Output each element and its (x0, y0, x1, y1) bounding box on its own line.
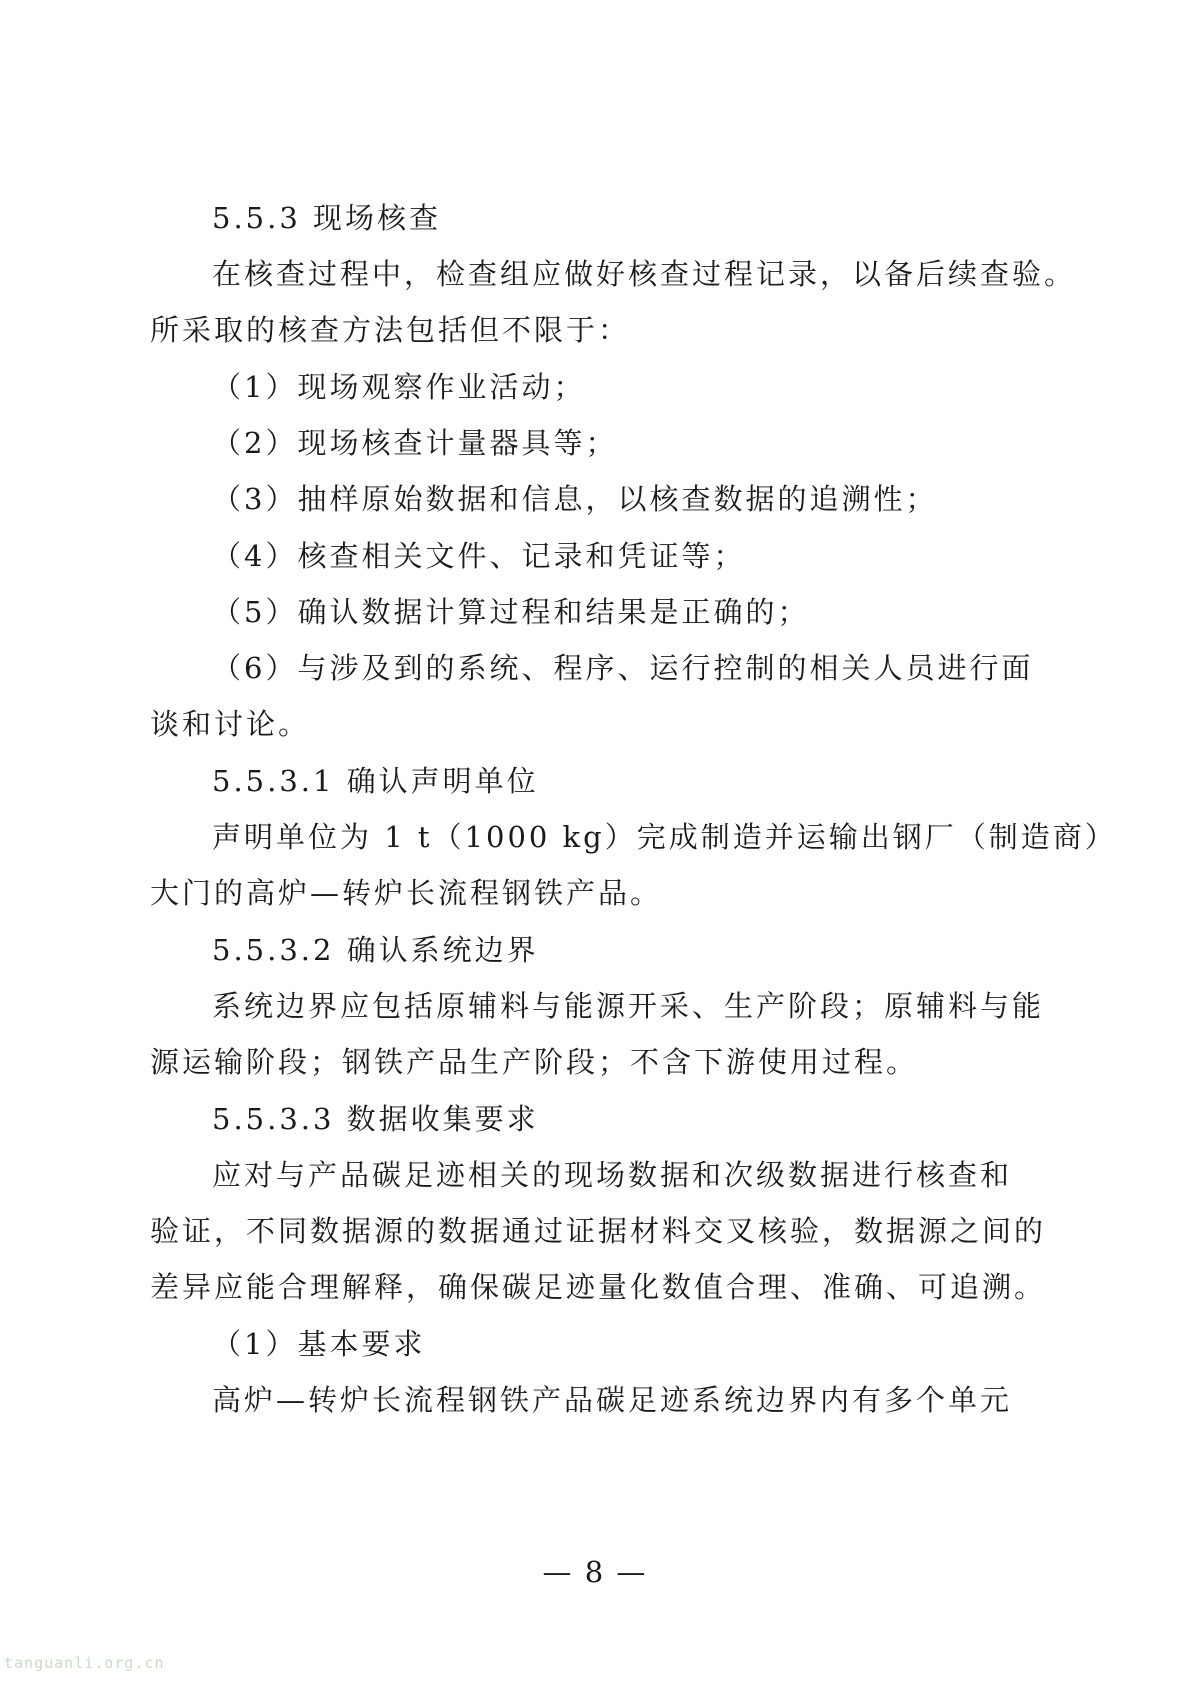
list-item-6-continued: 谈和讨论。 (150, 707, 311, 741)
paragraph-line: 差异应能合理解释，确保碳足迹量化数值合理、准确、可追溯。 (150, 1270, 1047, 1304)
subheading-basic-requirements: （1）基本要求 (212, 1327, 426, 1361)
paragraph-line: 声明单位为 1 t（1000 kg）完成制造并运输出钢厂（制造商） (212, 820, 1117, 854)
list-item-2: （2）现场核查计量器具等； (212, 426, 618, 460)
list-item-5: （5）确认数据计算过程和结果是正确的； (212, 595, 810, 629)
list-item-4: （4）核查相关文件、记录和凭证等； (212, 539, 746, 573)
paragraph-line: 源运输阶段；钢铁产品生产阶段；不含下游使用过程。 (150, 1045, 919, 1079)
paragraph-line: 应对与产品碳足迹相关的现场数据和次级数据进行核查和 (212, 1158, 1013, 1192)
paragraph-line: 验证，不同数据源的数据通过证据材料交叉核验，数据源之间的 (150, 1214, 1047, 1248)
page-number: — 8 — (542, 1555, 648, 1589)
list-item-1: （1）现场观察作业活动； (212, 370, 586, 404)
section-heading-5-5-3: 5.5.3 现场核查 (212, 201, 442, 235)
paragraph-line: 系统边界应包括原辅料与能源开采、生产阶段；原辅料与能 (212, 989, 1045, 1023)
section-heading-5-5-3-2: 5.5.3.2 确认系统边界 (212, 933, 539, 967)
paragraph-line: 在核查过程中，检查组应做好核查过程记录，以备后续查验。 (212, 257, 1077, 291)
paragraph-line: 所采取的核查方法包括但不限于： (150, 313, 631, 347)
watermark: tanguanli.org.cn (4, 1654, 165, 1672)
paragraph-line: 大门的高炉—转炉长流程钢铁产品。 (150, 876, 663, 910)
list-item-3: （3）抽样原始数据和信息，以核查数据的追溯性； (212, 482, 938, 516)
section-heading-5-5-3-1: 5.5.3.1 确认声明单位 (212, 764, 539, 798)
paragraph-line: 高炉—转炉长流程钢铁产品碳足迹系统边界内有多个单元 (212, 1383, 1013, 1417)
section-heading-5-5-3-3: 5.5.3.3 数据收集要求 (212, 1102, 539, 1136)
list-item-6: （6）与涉及到的系统、程序、运行控制的相关人员进行面 (212, 651, 1034, 685)
